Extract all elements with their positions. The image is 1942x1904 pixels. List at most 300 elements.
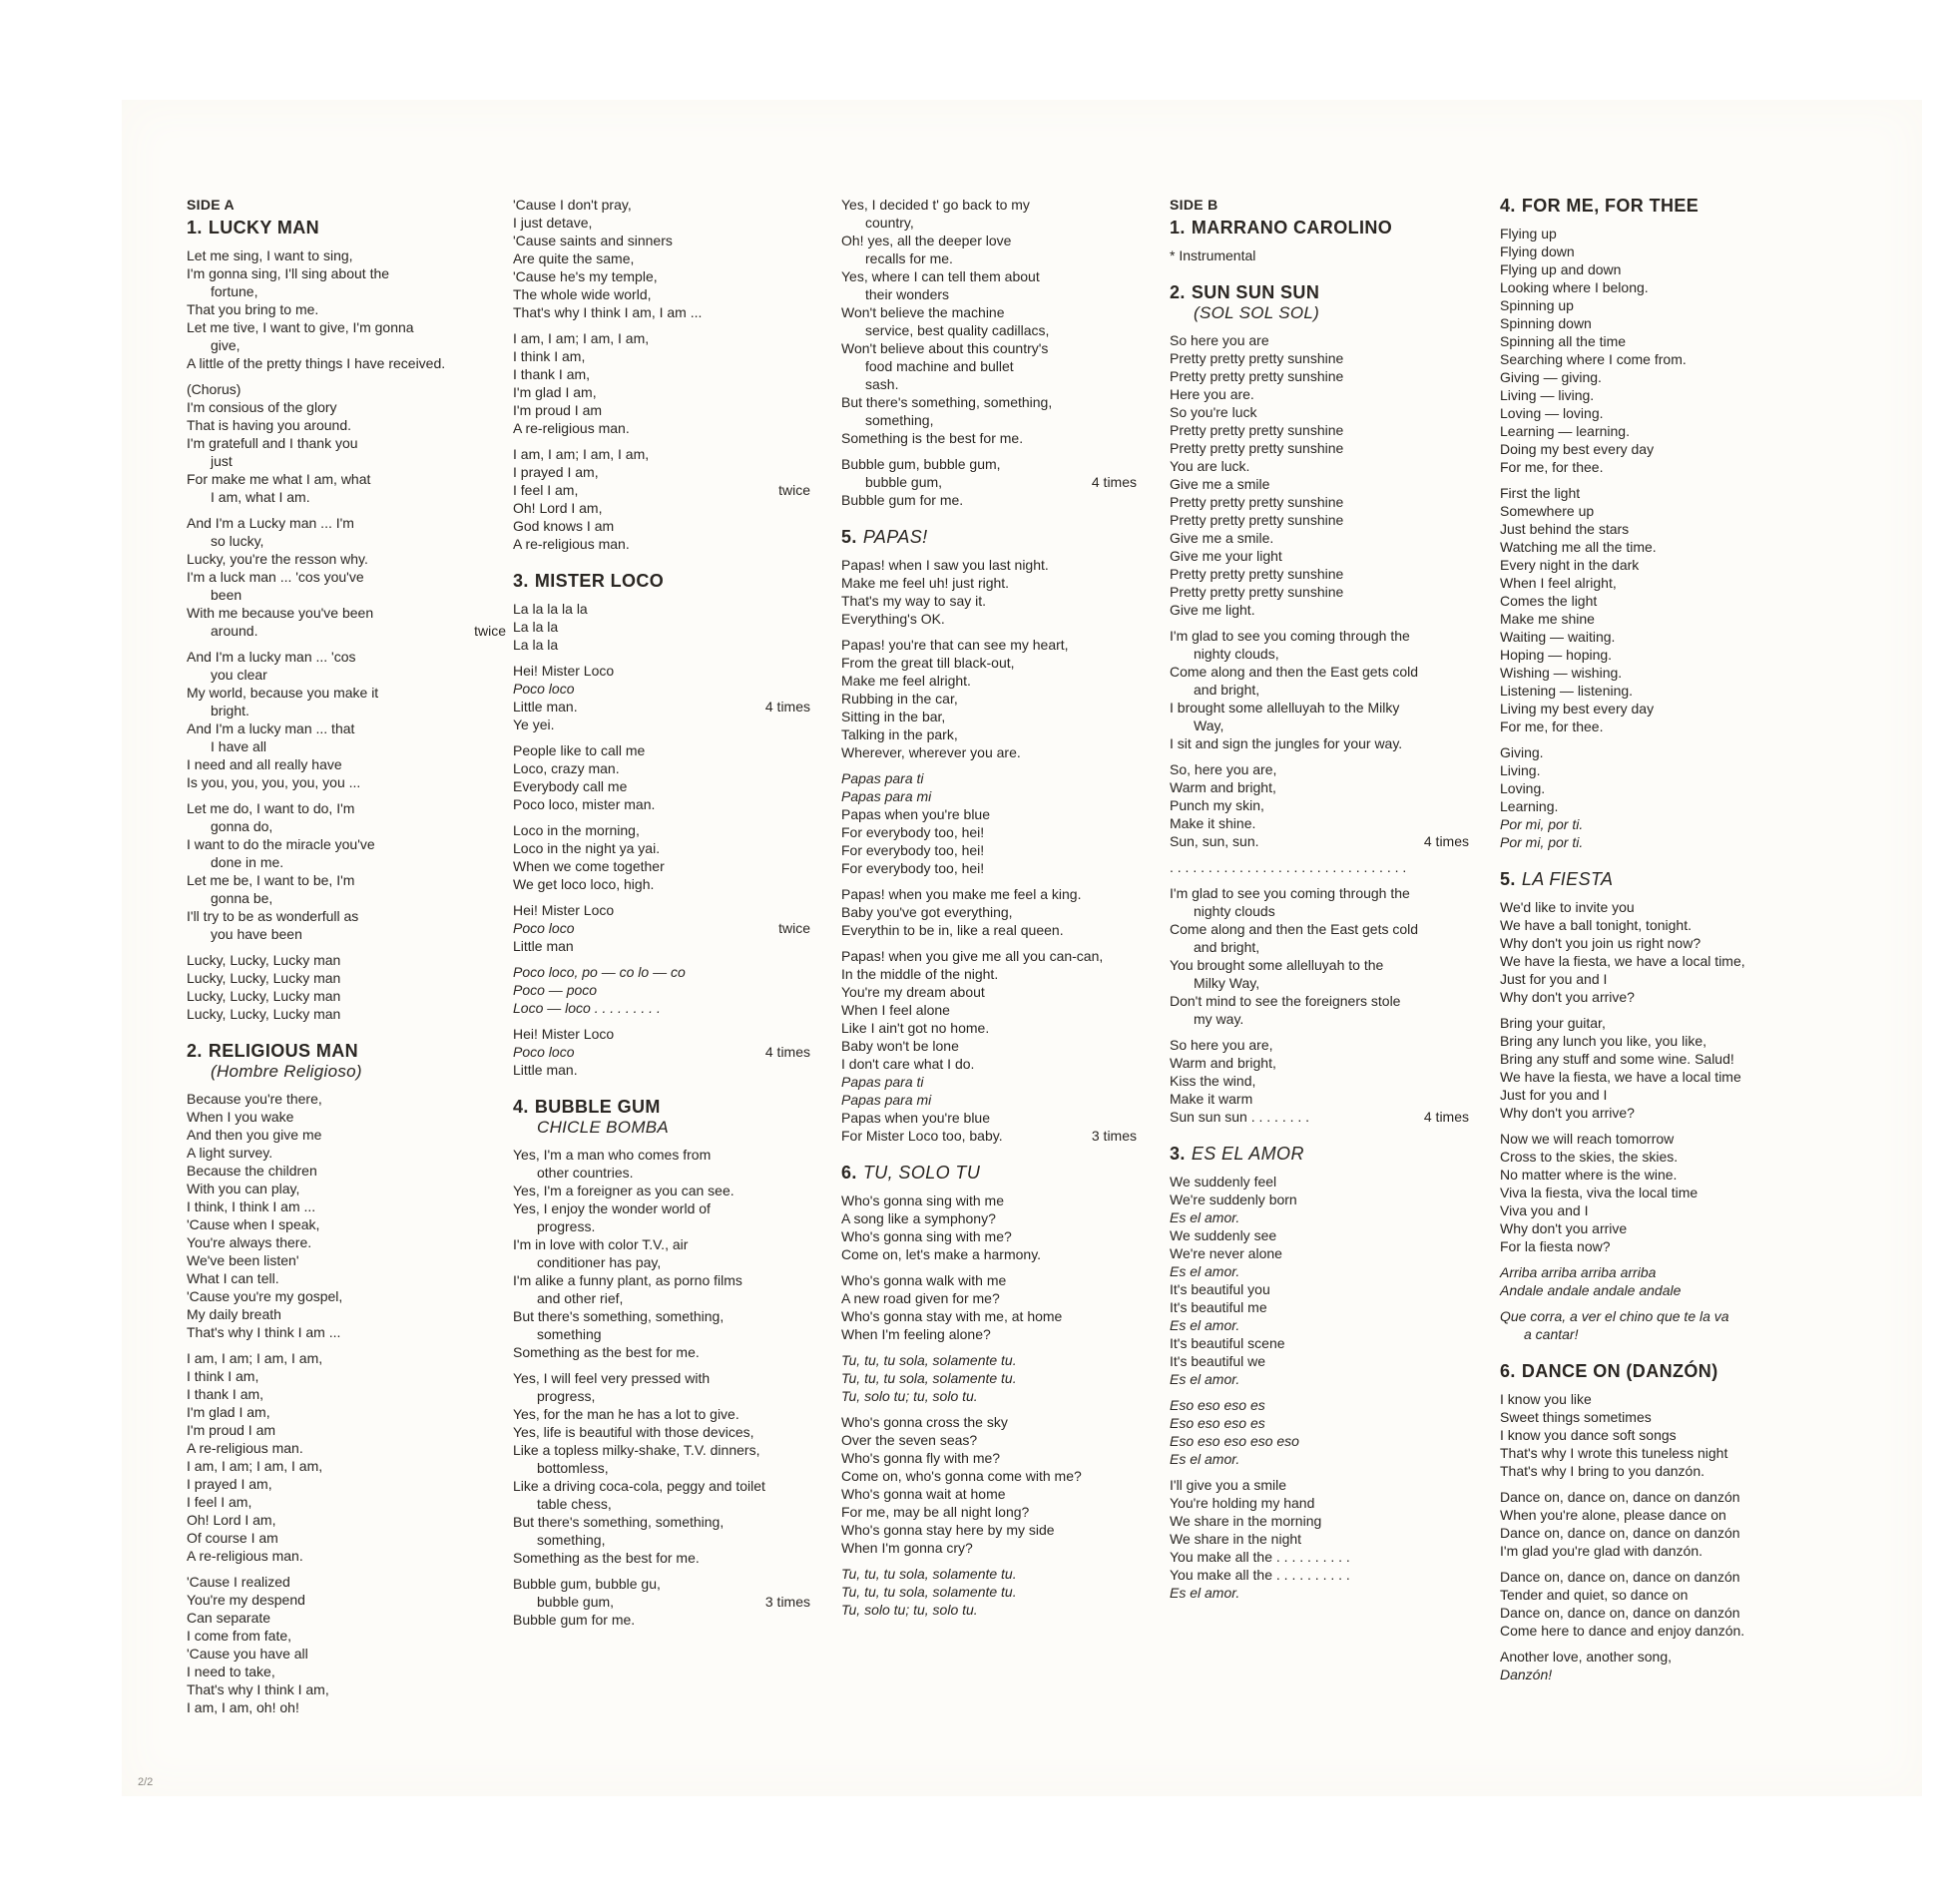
lyric-line: [187, 1457, 506, 1475]
lyric-text: La la la: [513, 637, 559, 653]
lyric-line: [513, 383, 810, 401]
lyric-line: [187, 1215, 506, 1233]
lyric-text: We suddenly see: [1170, 1227, 1277, 1243]
lyric-text: Es el amor.: [1170, 1317, 1240, 1333]
lyric-line: [841, 654, 1137, 672]
lyric-line: [1500, 743, 1799, 761]
lyric-text: I'm in love with color T.V., air: [513, 1236, 689, 1252]
lyric-line: [841, 1485, 1137, 1503]
lyric-line: [1170, 1352, 1469, 1370]
lyric-line: [187, 719, 506, 737]
lyric-text: Everythin to be in, like a real queen.: [841, 922, 1064, 938]
lyric-text: From the great till black-out,: [841, 655, 1015, 671]
lyric-line: [187, 532, 506, 550]
lyric-text: La la la la la: [513, 601, 588, 617]
lyric-text: Yes, I decided t' go back to my: [841, 197, 1030, 213]
lyric-line: [841, 885, 1137, 903]
song-title-text: MISTER LOCO: [534, 571, 665, 591]
lyric-text: 'Cause when I speak,: [187, 1216, 320, 1232]
lyric-text: We share in the night: [1170, 1531, 1302, 1547]
lyric-line: [1500, 368, 1799, 386]
lyric-text: nighty clouds: [1194, 903, 1275, 919]
lyric-text: In the middle of the night.: [841, 966, 999, 982]
lyric-line: [1170, 511, 1469, 529]
lyric-text: My world, because you make it: [187, 685, 379, 701]
lyric-text: Come along and then the East gets cold: [1170, 921, 1419, 937]
lyric-line: [1170, 1054, 1469, 1072]
lyric-text: Oh! Lord I am,: [187, 1512, 276, 1528]
repeat-marker: 4 times: [764, 1044, 810, 1060]
stanza: [1170, 627, 1469, 752]
lyric-text: I sit and sign the jungles for your way.: [1170, 735, 1403, 751]
lyric-line: [1170, 529, 1469, 547]
lyric-text: Poco loco: [513, 920, 575, 936]
lyric-line: [1170, 760, 1469, 778]
lyric-line: [1170, 367, 1469, 385]
lyric-text: Loco in the morning,: [513, 822, 640, 838]
lyric-line: [1170, 349, 1469, 367]
lyric-text: Why don't you arrive: [1500, 1220, 1628, 1236]
lyric-text: That you bring to me.: [187, 301, 319, 317]
stanza: [1500, 1014, 1799, 1122]
lyric-text: We have la fiesta, we have a local time,: [1500, 953, 1745, 969]
lyric-line: [841, 1449, 1137, 1467]
lyric-line: [187, 550, 506, 568]
lyric-line: [513, 1575, 810, 1593]
lyric-text: Dance on, dance on, dance on danzón: [1500, 1605, 1740, 1621]
lyric-line: [187, 1287, 506, 1305]
lyric-text: Over the seven seas?: [841, 1432, 978, 1448]
stanza: [841, 1351, 1137, 1405]
lyric-text: Everybody call me: [513, 778, 628, 794]
lyric-text: Something is the best for me.: [841, 430, 1024, 446]
lyric-text: Milky Way,: [1194, 975, 1260, 991]
lyric-text: other countries.: [537, 1165, 634, 1181]
lyric-text: Won't believe the machine: [841, 304, 1005, 320]
lyric-text: recalls for me.: [865, 250, 953, 266]
lyric-text: Just behind the stars: [1500, 521, 1630, 537]
lyric-text: I feel I am,: [187, 1494, 252, 1510]
stanza: [187, 1349, 506, 1565]
lyric-text: Yes, I will feel very pressed with: [513, 1370, 711, 1386]
lyric-text: La la la: [513, 619, 559, 635]
lyric-line: [513, 1405, 810, 1423]
lyric-text: Es el amor.: [1170, 1451, 1240, 1467]
lyric-line: [1170, 627, 1469, 645]
lyric-line: [187, 1385, 506, 1403]
lyric-text: Bubble gum, bubble gum,: [841, 456, 1001, 472]
lyric-line: [1500, 260, 1799, 278]
lyric-line: [841, 903, 1137, 921]
lyric-text: Why don't you join us right now?: [1500, 935, 1701, 951]
lyric-text: I have all: [211, 738, 267, 754]
lyric-text: Spinning up: [1500, 297, 1574, 313]
lyric-line: [513, 839, 810, 857]
lyric-text: Rubbing in the car,: [841, 691, 958, 707]
lyric-line: [187, 648, 506, 666]
lyric-text: Poco loco: [513, 1044, 575, 1060]
lyric-line: [1500, 538, 1799, 556]
lyric-text: Es el amor.: [1170, 1585, 1240, 1601]
lyric-text: You are luck.: [1170, 458, 1250, 474]
lyric-line: [1500, 797, 1799, 815]
lyric-text: When I'm gonna cry?: [841, 1540, 973, 1556]
lyric-text: Sun sun sun . . . . . . . .: [1170, 1109, 1310, 1125]
lyric-text: That's why I think I am, I am ...: [513, 304, 703, 320]
lyric-line: [187, 318, 506, 336]
lyric-line: [187, 889, 506, 907]
lyric-text: When we come together: [513, 858, 665, 874]
lyric-text: I am, I am; I am, I am,: [187, 1458, 323, 1474]
lyric-line: [1170, 1370, 1469, 1388]
lyric-line: [187, 773, 506, 791]
stanza: [187, 380, 506, 506]
lyric-line: [1500, 682, 1799, 700]
lyric-text: We have la fiesta, we have a local time: [1500, 1069, 1741, 1085]
lyric-text: Kiss the wind,: [1170, 1073, 1256, 1089]
lyric-line: [841, 1413, 1137, 1431]
lyric-text: Viva la fiesta, viva the local time: [1500, 1185, 1699, 1200]
lyric-text: And I'm a lucky man ... that: [187, 720, 355, 736]
lyric-line: [841, 965, 1137, 983]
lyric-line: [187, 684, 506, 702]
song-block: [1500, 1361, 1799, 1683]
lyric-line: [1170, 956, 1469, 974]
lyric-line: [513, 535, 810, 553]
lyric-text: You make all the . . . . . . . . . .: [1170, 1567, 1350, 1583]
lyric-text: Giving.: [1500, 744, 1544, 760]
lyric-text: Give me light.: [1170, 602, 1255, 618]
lyric-text: Andale andale andale andale: [1500, 1282, 1682, 1298]
lyric-text: Every night in the dark: [1500, 557, 1640, 573]
lyric-line: [187, 416, 506, 434]
lyrics-column-4: [1170, 196, 1469, 1620]
stanza: [1500, 1307, 1799, 1343]
lyric-text: my way.: [1194, 1011, 1244, 1027]
lyric-line: [187, 817, 506, 835]
lyric-line: [513, 517, 810, 535]
lyric-text: Don't mind to see the foreigners stole: [1170, 993, 1401, 1009]
lyric-line: [187, 1349, 506, 1367]
lyric-line: [841, 339, 1137, 357]
lyric-line: [1500, 1263, 1799, 1281]
song-title: [1170, 1144, 1469, 1165]
lyric-text: Make it warm: [1170, 1091, 1253, 1107]
lyric-line: [1500, 520, 1799, 538]
lyric-line: [1500, 278, 1799, 296]
lyric-text: We suddenly feel: [1170, 1174, 1277, 1190]
lyric-text: We're suddenly born: [1170, 1191, 1297, 1207]
lyric-line: [1500, 1408, 1799, 1426]
lyric-line: [841, 1387, 1137, 1405]
lyric-line: [1170, 403, 1469, 421]
lyric-text: Tu, tu, tu sola, solamente tu.: [841, 1566, 1017, 1582]
lyric-text: And then you give me: [187, 1127, 322, 1143]
lyric-text: Poco — poco: [513, 982, 598, 998]
lyric-text: A light survey.: [187, 1145, 273, 1161]
repeat-marker: 4 times: [1423, 833, 1469, 849]
lyric-line: [841, 1431, 1137, 1449]
lyric-line: [187, 871, 506, 889]
lyric-text: And I'm a lucky man ... 'cos: [187, 649, 356, 665]
stanza: [513, 329, 810, 437]
lyric-line: [1170, 1566, 1469, 1584]
lyric-text: Give me your light: [1170, 548, 1282, 564]
lyric-line: [187, 470, 506, 488]
stanza: [1500, 743, 1799, 851]
lyric-text: Like a topless milky-shake, T.V. dinners,: [513, 1442, 760, 1458]
lyric-text: Bring any stuff and some wine. Salud!: [1500, 1051, 1734, 1067]
lyric-line: [841, 249, 1137, 267]
lyric-line: [1170, 814, 1469, 832]
lyric-line: [513, 303, 810, 321]
lyric-line: [187, 488, 506, 506]
lyric-line: [1500, 1666, 1799, 1683]
lyric-text: Papas para ti: [841, 770, 924, 786]
stanza: [187, 799, 506, 943]
lyric-line: [1500, 1219, 1799, 1237]
lyric-text: I don't care what I do.: [841, 1056, 975, 1072]
lyric-text: That's why I think I am ...: [187, 1324, 341, 1340]
lyric-text: Like a driving coca-cola, peggy and toilet: [513, 1478, 765, 1494]
lyric-line: [1170, 1298, 1469, 1316]
lyric-line: [1170, 1108, 1469, 1126]
lyric-text: For la fiesta now?: [1500, 1238, 1611, 1254]
lyric-text: Come on, who's gonna come with me?: [841, 1468, 1082, 1484]
lyric-line: [1500, 1604, 1799, 1622]
lyric-line: [187, 1529, 506, 1547]
lyric-line: [187, 1627, 506, 1645]
lyric-line: [1500, 988, 1799, 1006]
lyric-line: [513, 777, 810, 795]
lyric-text: You're always there.: [187, 1234, 312, 1250]
lyric-text: That's why I think I am,: [187, 1681, 329, 1697]
lyric-line: [841, 473, 1137, 491]
lyric-line: [187, 1511, 506, 1529]
lyric-text: sash.: [865, 376, 899, 392]
lyric-line: [187, 246, 506, 264]
song-title: [841, 1163, 1137, 1184]
lyric-text: I just detave,: [513, 215, 593, 231]
lyric-text: I am, I am; I am, I am,: [187, 1350, 323, 1366]
lyric-line: [1500, 556, 1799, 574]
lyric-text: bubble gum,: [537, 1594, 615, 1610]
song-block: [1170, 1144, 1469, 1602]
song-number: 4.: [513, 1097, 529, 1117]
lyric-text: People like to call me: [513, 742, 646, 758]
lyric-text: Talking in the park,: [841, 726, 958, 742]
lyric-line: [841, 285, 1137, 303]
lyric-text: Little man: [513, 938, 574, 954]
lyric-text: So, here you are,: [1170, 761, 1277, 777]
lyric-text: Por mi, por ti.: [1500, 834, 1584, 850]
song-title: [513, 1097, 810, 1118]
song-title-text: PAPAS!: [862, 527, 928, 547]
lyric-line: [1500, 440, 1799, 458]
lyric-text: Papas when you're blue: [841, 1110, 990, 1126]
song-title-text: DANCE ON (DANZÓN): [1521, 1361, 1718, 1381]
lyric-line: [1170, 884, 1469, 902]
lyric-text: bubble gum,: [865, 474, 943, 490]
lyric-text: Make me feel alright.: [841, 673, 971, 689]
lyric-text: When I'm feeling alone?: [841, 1326, 991, 1342]
lyric-line: [513, 901, 810, 919]
lyric-text: 'Cause you have all: [187, 1646, 308, 1662]
lyric-line: [1170, 1173, 1469, 1190]
lyric-text: and bright,: [1194, 939, 1260, 955]
lyric-line: [1500, 1444, 1799, 1462]
lyric-text: A new road given for me?: [841, 1290, 1000, 1306]
lyric-line: [1170, 1334, 1469, 1352]
lyric-text: Let me tive, I want to give, I'm gonna: [187, 319, 414, 335]
lyric-text: I thank I am,: [513, 366, 591, 382]
lyric-text: I know you like: [1500, 1391, 1592, 1407]
lyric-line: [1500, 422, 1799, 440]
stanza: [1170, 884, 1469, 1028]
lyric-line: [187, 1197, 506, 1215]
lyric-text: Come on, let's make a harmony.: [841, 1246, 1042, 1262]
stanza: [513, 821, 810, 893]
lyric-text: Come here to dance and enjoy danzón.: [1500, 1623, 1745, 1639]
lyric-text: We have a ball tonight, tonight.: [1500, 917, 1692, 933]
lyric-line: [513, 636, 810, 654]
repeat-marker: 3 times: [1091, 1128, 1137, 1144]
stanza: [187, 648, 506, 791]
lyric-line: [1500, 1104, 1799, 1122]
lyric-text: table chess,: [537, 1496, 612, 1512]
lyric-line: [513, 1043, 810, 1061]
lyric-text: Who's gonna sing with me?: [841, 1228, 1012, 1244]
lyric-text: I'm glad I am,: [187, 1404, 270, 1420]
song-number: 1.: [1170, 218, 1186, 238]
song-block: [513, 1097, 810, 1629]
lyric-text: Hei! Mister Loco: [513, 663, 615, 679]
lyric-line: [513, 1253, 810, 1271]
lyric-text: For everybody too, hei!: [841, 860, 985, 876]
lyric-line: [187, 1090, 506, 1108]
lyric-line: [1500, 1622, 1799, 1640]
lyric-line: [187, 1680, 506, 1698]
song-block: [841, 527, 1137, 1145]
lyric-line: [1170, 1414, 1469, 1432]
lyric-text: But there's something, something,: [841, 394, 1053, 410]
lyric-text: 'Cause I realized: [187, 1574, 290, 1590]
lyric-line: [187, 1547, 506, 1565]
lyric-text: First the light: [1500, 485, 1581, 501]
lyric-line: [1500, 592, 1799, 610]
lyric-text: Another love, another song,: [1500, 1649, 1673, 1665]
lyric-text: Watching me all the time.: [1500, 539, 1657, 555]
lyric-line: [841, 375, 1137, 393]
lyric-line: [1170, 902, 1469, 920]
lyric-text: Spinning all the time: [1500, 333, 1627, 349]
stanza: [513, 963, 810, 1017]
song-title-text: ES EL AMOR: [1191, 1144, 1304, 1164]
lyric-text: Papas! when you make me feel a king.: [841, 886, 1082, 902]
lyric-line: [187, 987, 506, 1005]
lyric-text: you have been: [211, 926, 302, 942]
lyric-line: [841, 1091, 1137, 1109]
lyric-text: Cross to the skies, the skies.: [1500, 1149, 1679, 1165]
lyric-text: Why don't you arrive?: [1500, 1105, 1635, 1121]
lyric-text: A re-religious man.: [187, 1548, 303, 1564]
song-title-text: SUN SUN SUN: [1191, 282, 1320, 302]
lyric-line: [841, 1245, 1137, 1263]
stanza: [1500, 1263, 1799, 1299]
lyric-line: [841, 393, 1137, 411]
lyric-text: I prayed I am,: [513, 464, 599, 480]
stanza: [513, 1369, 810, 1567]
lyric-text: I am, I am; I am, I am,: [513, 446, 650, 462]
lyric-text: Make it shine.: [1170, 815, 1256, 831]
lyric-text: A re-religious man.: [513, 420, 630, 436]
lyric-line: [187, 452, 506, 470]
lyric-text: Give me a smile: [1170, 476, 1270, 492]
lyric-line: [1500, 502, 1799, 520]
lyric-line: [187, 380, 506, 398]
lyric-line: [1170, 992, 1469, 1010]
lyric-line: [1500, 610, 1799, 628]
lyric-line: [513, 680, 810, 698]
lyric-text: Looking where I belong.: [1500, 279, 1649, 295]
stanza: [1500, 484, 1799, 735]
lyric-line: [1170, 331, 1469, 349]
stanza: [513, 1025, 810, 1079]
lyric-line: [1500, 700, 1799, 717]
repeat-marker: twice: [778, 482, 810, 498]
side-label: SIDE B: [1170, 197, 1218, 213]
lyric-line: [1500, 952, 1799, 970]
lyric-line: [1170, 1090, 1469, 1108]
lyric-text: Yes, life is beautiful with those devices,: [513, 1424, 754, 1440]
lyric-line: [1500, 1086, 1799, 1104]
lyrics-column-1: [187, 196, 506, 1734]
lyric-line: [513, 285, 810, 303]
lyric-text: Let me sing, I want to sing,: [187, 247, 353, 263]
lyric-text: We'd like to invite you: [1500, 899, 1635, 915]
lyric-line: [187, 1305, 506, 1323]
lyric-text: Papas para mi: [841, 788, 932, 804]
lyric-text: I think I am,: [187, 1368, 259, 1384]
lyric-line: [187, 282, 506, 300]
lyric-line: [513, 267, 810, 285]
lyric-line: [1500, 225, 1799, 242]
lyric-line: [187, 755, 506, 773]
lyric-line: [1170, 421, 1469, 439]
lyric-text: * Instrumental: [1170, 247, 1256, 263]
song-number: 1.: [187, 218, 203, 238]
lyric-text: Just for you and I: [1500, 1087, 1608, 1103]
lyric-line: [841, 574, 1137, 592]
lyric-line: [513, 1477, 810, 1495]
lyric-line: [841, 196, 1137, 214]
lyric-text: 'Cause he's my temple,: [513, 268, 658, 284]
lyric-text: Oh! yes, all the deeper love: [841, 233, 1012, 248]
lyric-text: fortune,: [211, 283, 258, 299]
lyric-line: [1500, 350, 1799, 368]
lyric-text: I'll try to be as wonderfull as: [187, 908, 359, 924]
lyric-line: [187, 925, 506, 943]
lyric-text: I come from fate,: [187, 1628, 292, 1644]
lyric-text: Make me shine: [1500, 611, 1595, 627]
lyric-line: [187, 1180, 506, 1197]
stanza: [841, 636, 1137, 761]
lyric-line: [1500, 898, 1799, 916]
song-title-text: LA FIESTA: [1521, 869, 1614, 889]
stanza: [513, 662, 810, 733]
lyric-text: Because you're there,: [187, 1091, 322, 1107]
lyric-text: Loco in the night ya yai.: [513, 840, 661, 856]
